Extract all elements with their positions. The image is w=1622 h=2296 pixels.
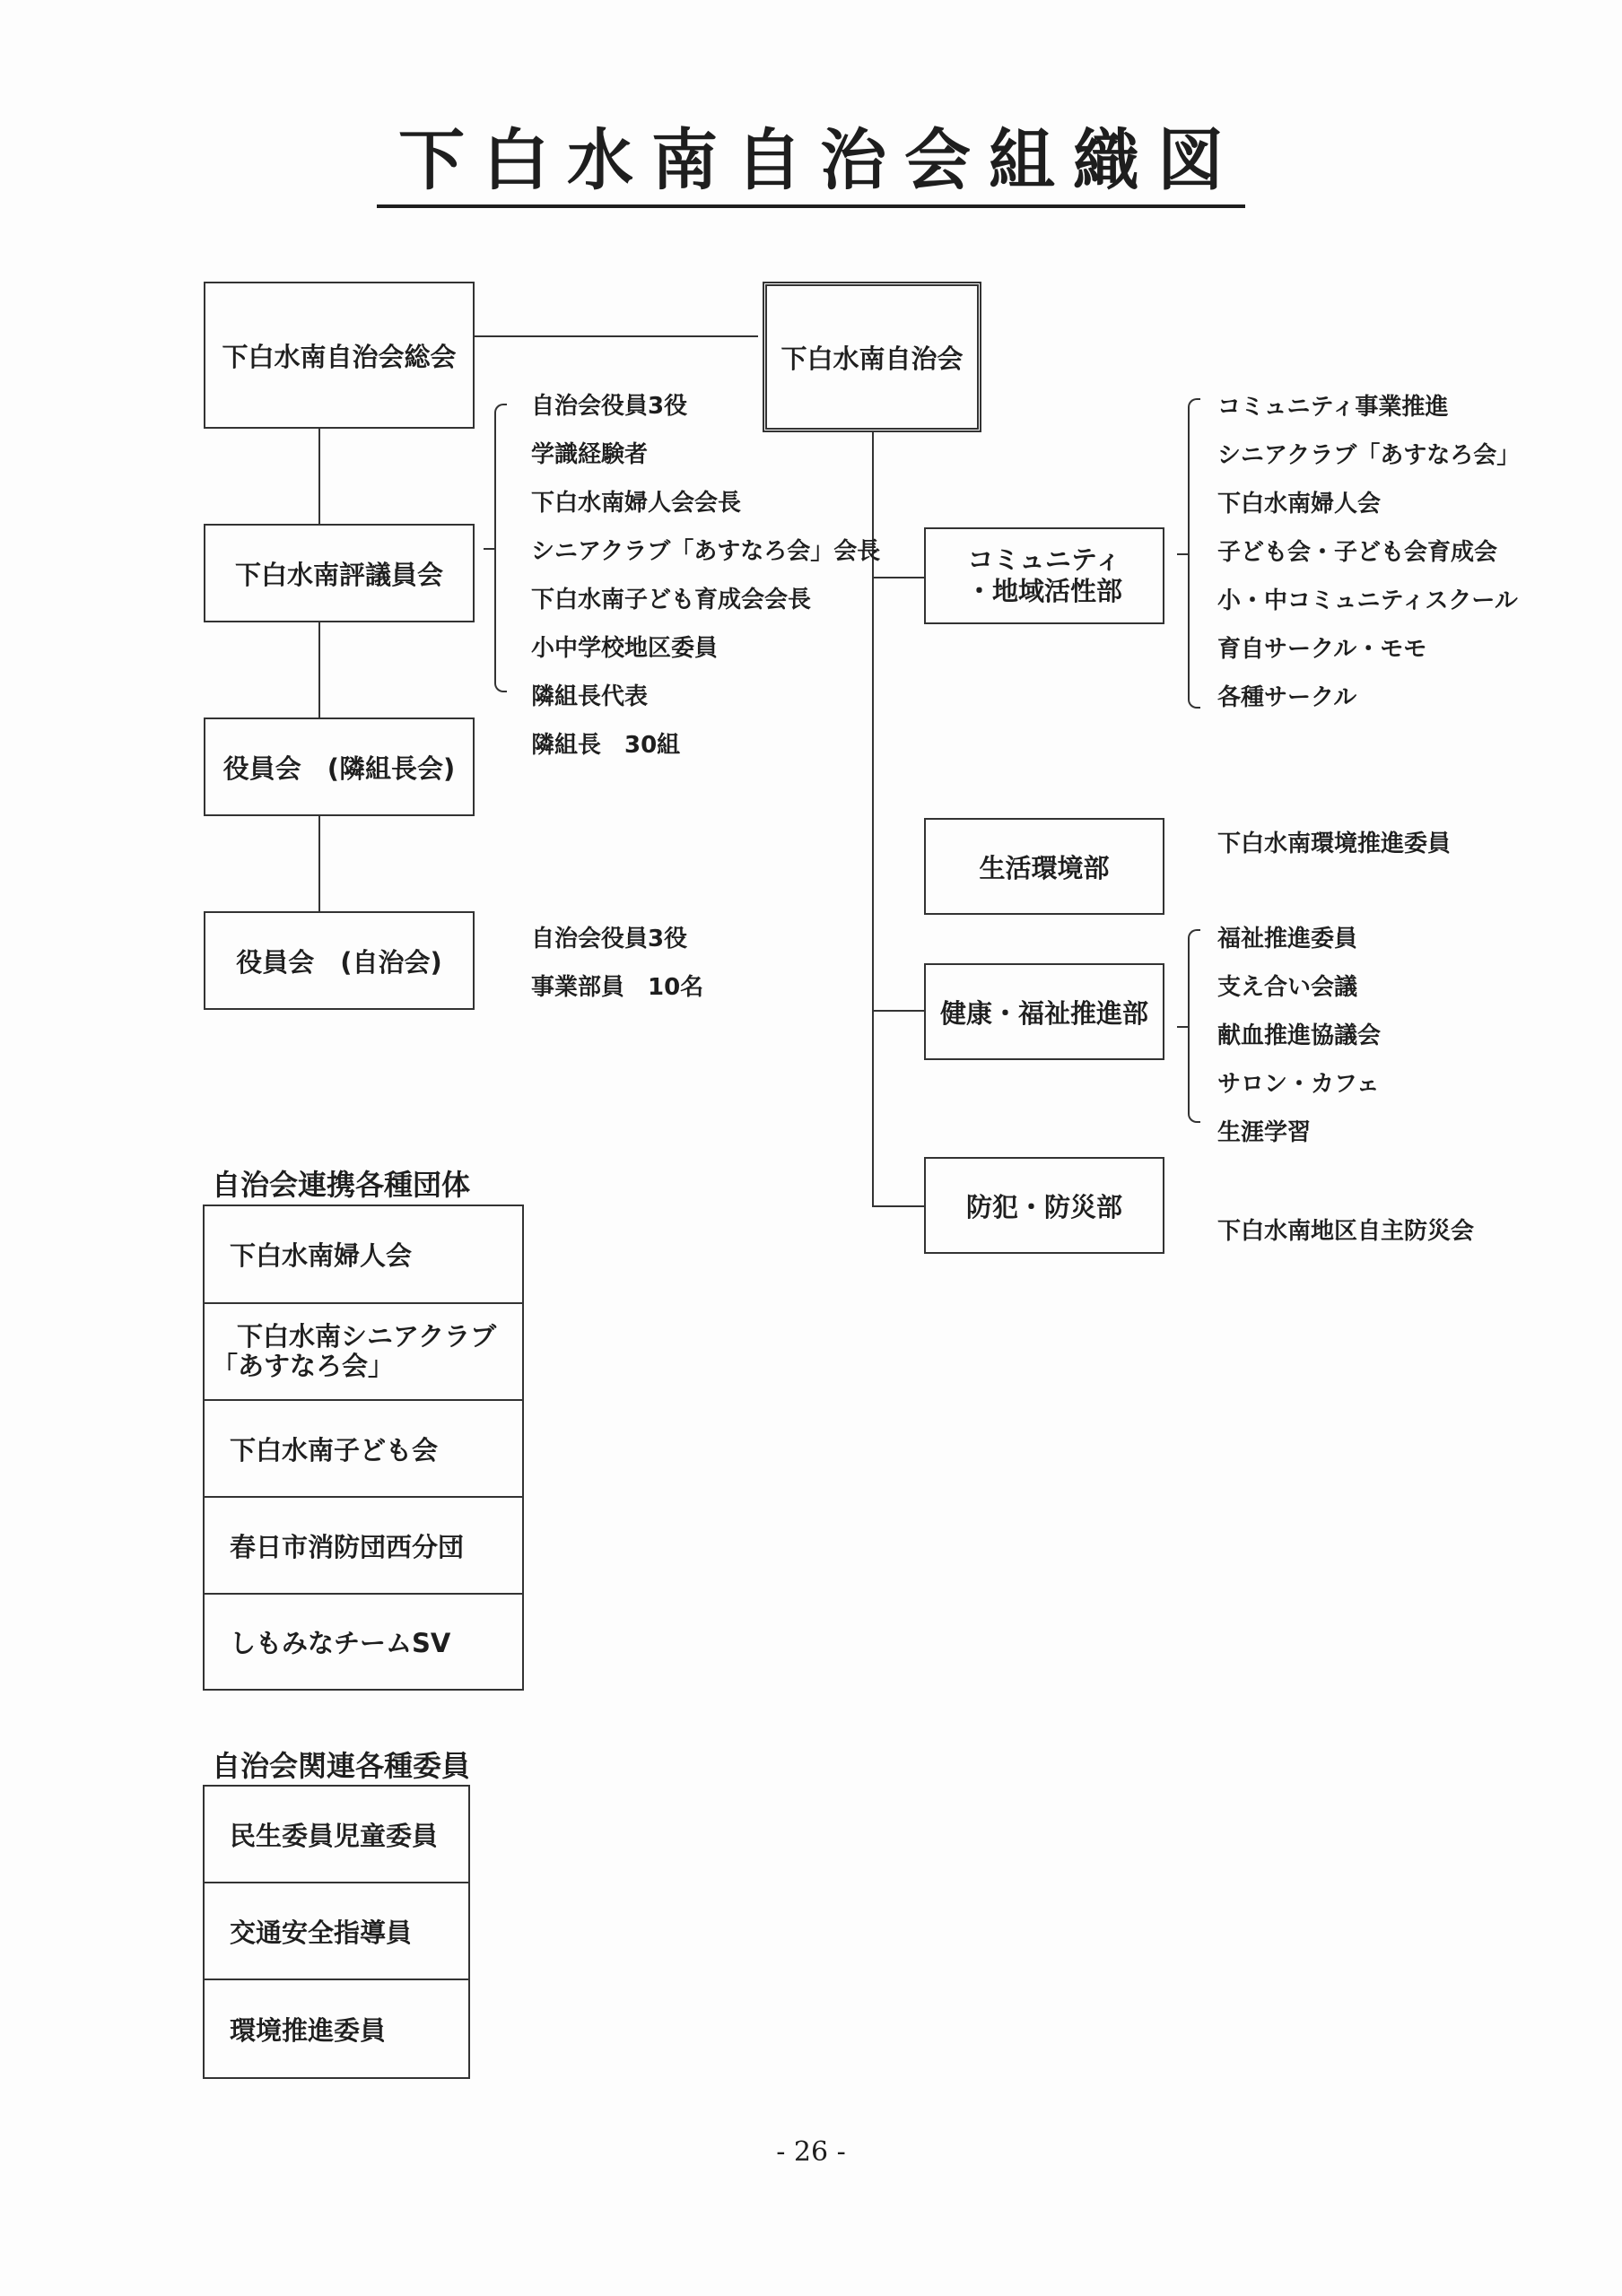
community-dept-box: コミュニティ ・地域活性部: [924, 527, 1164, 624]
officers-rinkumi-box: 役員会 (隣組長会): [204, 718, 475, 816]
rinkumi-note: 隣組長 30組: [531, 732, 681, 759]
community-item: 小・中コミュニティスクール: [1217, 587, 1518, 614]
council-brace: [494, 404, 507, 692]
related-committees-list: [203, 1785, 470, 2079]
community-item: 育自サークル・モモ: [1217, 636, 1427, 663]
partner-group-item: しもみなチームSV: [230, 1628, 451, 1658]
committee-item: 民生委員児童委員: [205, 1787, 468, 1883]
health-item: 生涯学習: [1217, 1119, 1312, 1146]
partner-groups-list: [203, 1205, 524, 1691]
community-item: 子ども会・子ども会育成会: [1217, 539, 1498, 566]
council-member: 下白水南婦人会会長: [531, 490, 742, 517]
health-item: サロン・カフェ: [1217, 1071, 1380, 1098]
page-number: - 26 -: [776, 2136, 846, 2168]
council-member: 小中学校地区委員: [531, 635, 719, 662]
connector-health: [872, 1010, 924, 1012]
partner-groups-title: 自治会連携各種団体: [212, 1168, 471, 1202]
community-item: 各種サークル: [1217, 684, 1357, 711]
community-item: コミュニティ事業推進: [1217, 394, 1449, 421]
council-box: 下白水南評議員会: [204, 524, 475, 622]
connector-general-central: [473, 335, 758, 337]
safety-item: 下白水南地区自主防災会: [1217, 1218, 1475, 1245]
council-member: 自治会役員3役: [531, 393, 688, 420]
council-member: シニアクラブ「あすなろ会」会長: [531, 538, 881, 565]
community-item: シニアクラブ「あすなろ会」: [1217, 442, 1521, 469]
connector-community: [872, 577, 924, 578]
partner-group-item: 下白水南シニアクラブ 「あすなろ会」: [205, 1304, 522, 1401]
health-item: 支え合い会議: [1217, 974, 1358, 1001]
officers-member: 事業部員 10名: [531, 974, 704, 1001]
connector-safety: [872, 1205, 924, 1207]
council-member: 学識経験者: [531, 441, 649, 468]
health-item: 福祉推進委員: [1217, 926, 1358, 952]
officers-member: 自治会役員3役: [531, 926, 688, 952]
general-meeting-box: 下白水南自治会総会: [204, 282, 475, 429]
safety-dept-box: 防犯・防災部: [924, 1157, 1164, 1254]
partner-group-item: 春日市消防団西分団: [205, 1498, 522, 1595]
health-item: 献血推進協議会: [1217, 1022, 1382, 1049]
central-box: 下白水南自治会: [763, 282, 981, 432]
partner-group-item: 下白水南婦人会: [205, 1206, 522, 1304]
community-item: 下白水南婦人会: [1217, 491, 1382, 517]
council-member: 下白水南子ども育成会会長: [531, 587, 812, 613]
community-brace: [1188, 398, 1200, 709]
page-title: 下白水南自治会組織図: [0, 108, 1622, 203]
living-item: 下白水南環境推進委員: [1217, 831, 1452, 857]
health-brace: [1188, 929, 1200, 1123]
related-committees-title: 自治会関連各種委員: [212, 1749, 471, 1783]
connector-left-vertical: [318, 427, 320, 911]
living-dept-box: 生活環境部: [924, 818, 1164, 915]
officers-jichikai-box: 役員会 (自治会): [204, 911, 475, 1010]
partner-group-item: 下白水南子ども会: [205, 1401, 522, 1498]
council-member: 隣組長代表: [531, 683, 649, 710]
health-dept-box: 健康・福祉推進部: [924, 963, 1164, 1060]
committee-item: 交通安全指導員: [205, 1883, 468, 1980]
committee-item: 環境推進委員: [230, 2014, 387, 2046]
